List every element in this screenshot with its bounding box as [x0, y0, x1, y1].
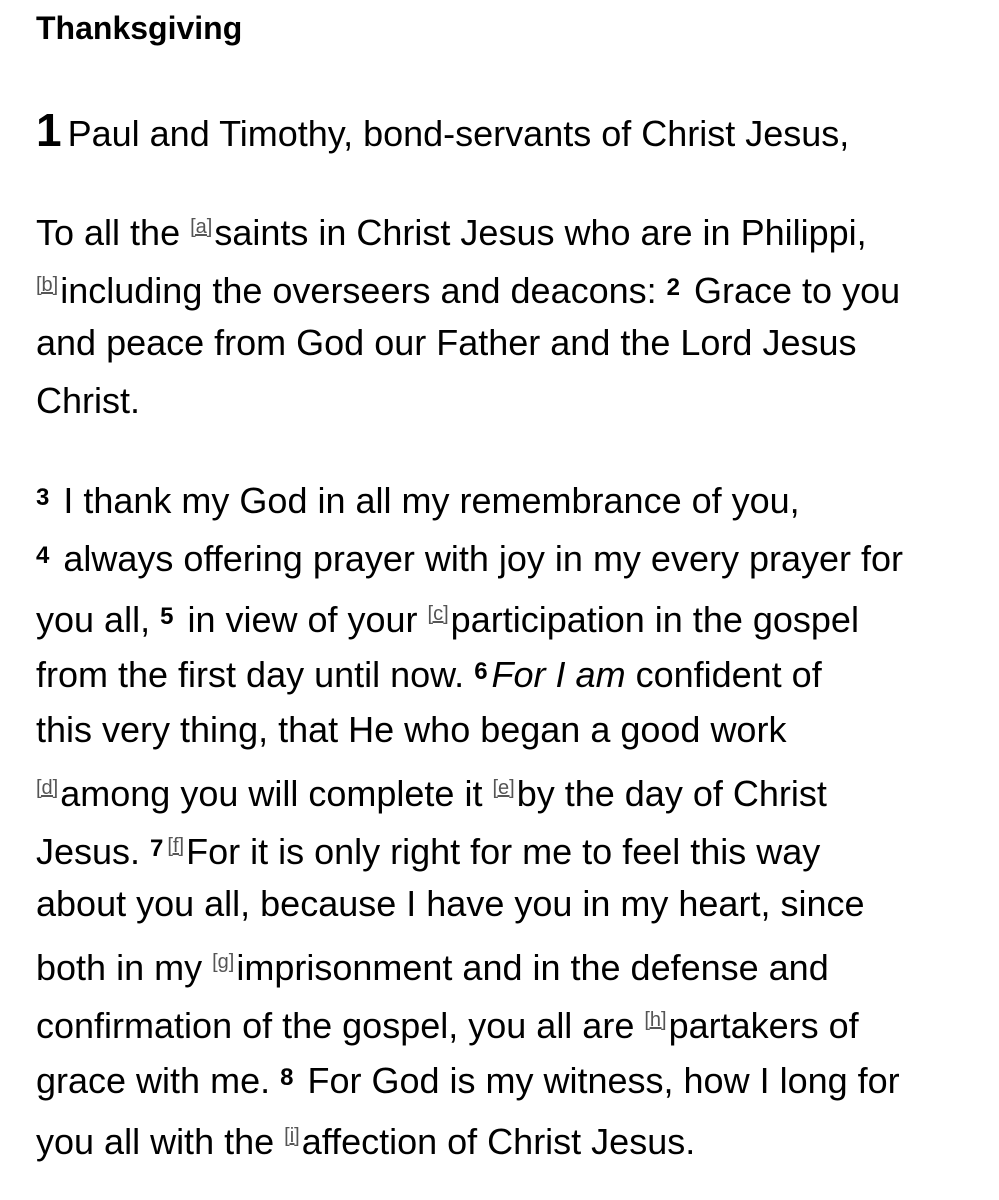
verse-number: 5: [160, 603, 174, 630]
passage-line: [36, 933, 829, 991]
verse-text: confirmation of the gospel, you all are: [36, 1005, 645, 1046]
passage-line: [36, 469, 800, 527]
verse-number: 3: [36, 484, 50, 511]
passage-line: [36, 585, 859, 643]
verse-text: partakers of: [668, 1005, 859, 1046]
passage-line: [36, 817, 820, 875]
footnote-link-c[interactable]: [c]: [427, 603, 449, 625]
footnote-link-f[interactable]: [f]: [167, 835, 185, 857]
footnote-link-d[interactable]: [d]: [36, 777, 59, 799]
verse-text: I thank my God in all my remembrance of you,: [53, 480, 800, 521]
verse-text: you all,: [36, 599, 161, 640]
verse-text: For God is my witness, how I long for: [297, 1060, 900, 1101]
verse-text: Grace to you: [684, 270, 901, 311]
verse-text: imprisonment and in the defense and: [236, 947, 829, 988]
passage-line: [36, 314, 857, 372]
passage-line: [36, 1049, 900, 1107]
footnote-link-g[interactable]: [g]: [212, 951, 235, 973]
verse-text: by the day of Christ: [516, 773, 827, 814]
passage-line: [36, 875, 865, 933]
footnote-link-a[interactable]: [a]: [190, 216, 213, 238]
verse-text: you all with the: [36, 1121, 285, 1162]
verse-number: 6: [474, 658, 488, 685]
verse-number: 7: [150, 835, 164, 862]
passage-line: [36, 1107, 695, 1165]
italic-text: For I am: [491, 654, 626, 695]
verse-text: To all the: [36, 212, 191, 253]
footnote-link-h[interactable]: [h]: [644, 1009, 667, 1031]
verse-number: 8: [280, 1064, 294, 1091]
verse-number: 4: [36, 542, 50, 569]
footnote-link-b[interactable]: [b]: [36, 274, 59, 296]
passage-line: [36, 101, 849, 159]
section-heading: Thanksgiving: [36, 10, 243, 46]
passage-line: [36, 991, 859, 1049]
verse-text: saints in Christ Jesus who are in Philippi,: [214, 212, 867, 253]
verse-text: including the overseers and deacons:: [60, 270, 667, 311]
verse-text: participation in the gospel: [450, 599, 859, 640]
verse-text: Jesus.: [36, 831, 151, 872]
passage-line: [36, 527, 903, 585]
verse-text: always offering prayer with joy in my every prayer for: [53, 538, 904, 579]
verse-text: For it is only right for me to feel this way: [186, 831, 821, 872]
passage-line: [36, 701, 786, 759]
passage-line: [36, 372, 140, 430]
verse-text: confident of: [625, 654, 822, 695]
verse-text: Christ.: [36, 380, 141, 421]
verse-text: both in my: [36, 947, 213, 988]
passage-line: [36, 256, 900, 314]
passage-line: [36, 198, 867, 256]
verse-text: and peace from God our Father and the Lord Jesus: [36, 322, 857, 363]
verse-text: affection of Christ Jesus.: [301, 1121, 696, 1162]
verse-text: grace with me.: [36, 1060, 281, 1101]
verse-number: 2: [666, 274, 681, 301]
passage-line: [36, 643, 822, 701]
verse-text: this very thing, that He who began a good work: [36, 709, 787, 750]
verse-text: from the first day until now.: [36, 654, 475, 695]
verse-text: Paul and Timothy, bond-servants of Christ Jesus,: [67, 113, 850, 154]
footnote-link-i[interactable]: [i]: [284, 1125, 300, 1147]
verse-text: about you all, because I have you in my heart, since: [36, 883, 865, 924]
chapter-number: 1: [36, 104, 62, 156]
footnote-link-e[interactable]: [e]: [492, 777, 515, 799]
verse-text: in view of your: [177, 599, 428, 640]
verse-text: among you will complete it: [60, 773, 493, 814]
passage-line: [36, 759, 827, 817]
